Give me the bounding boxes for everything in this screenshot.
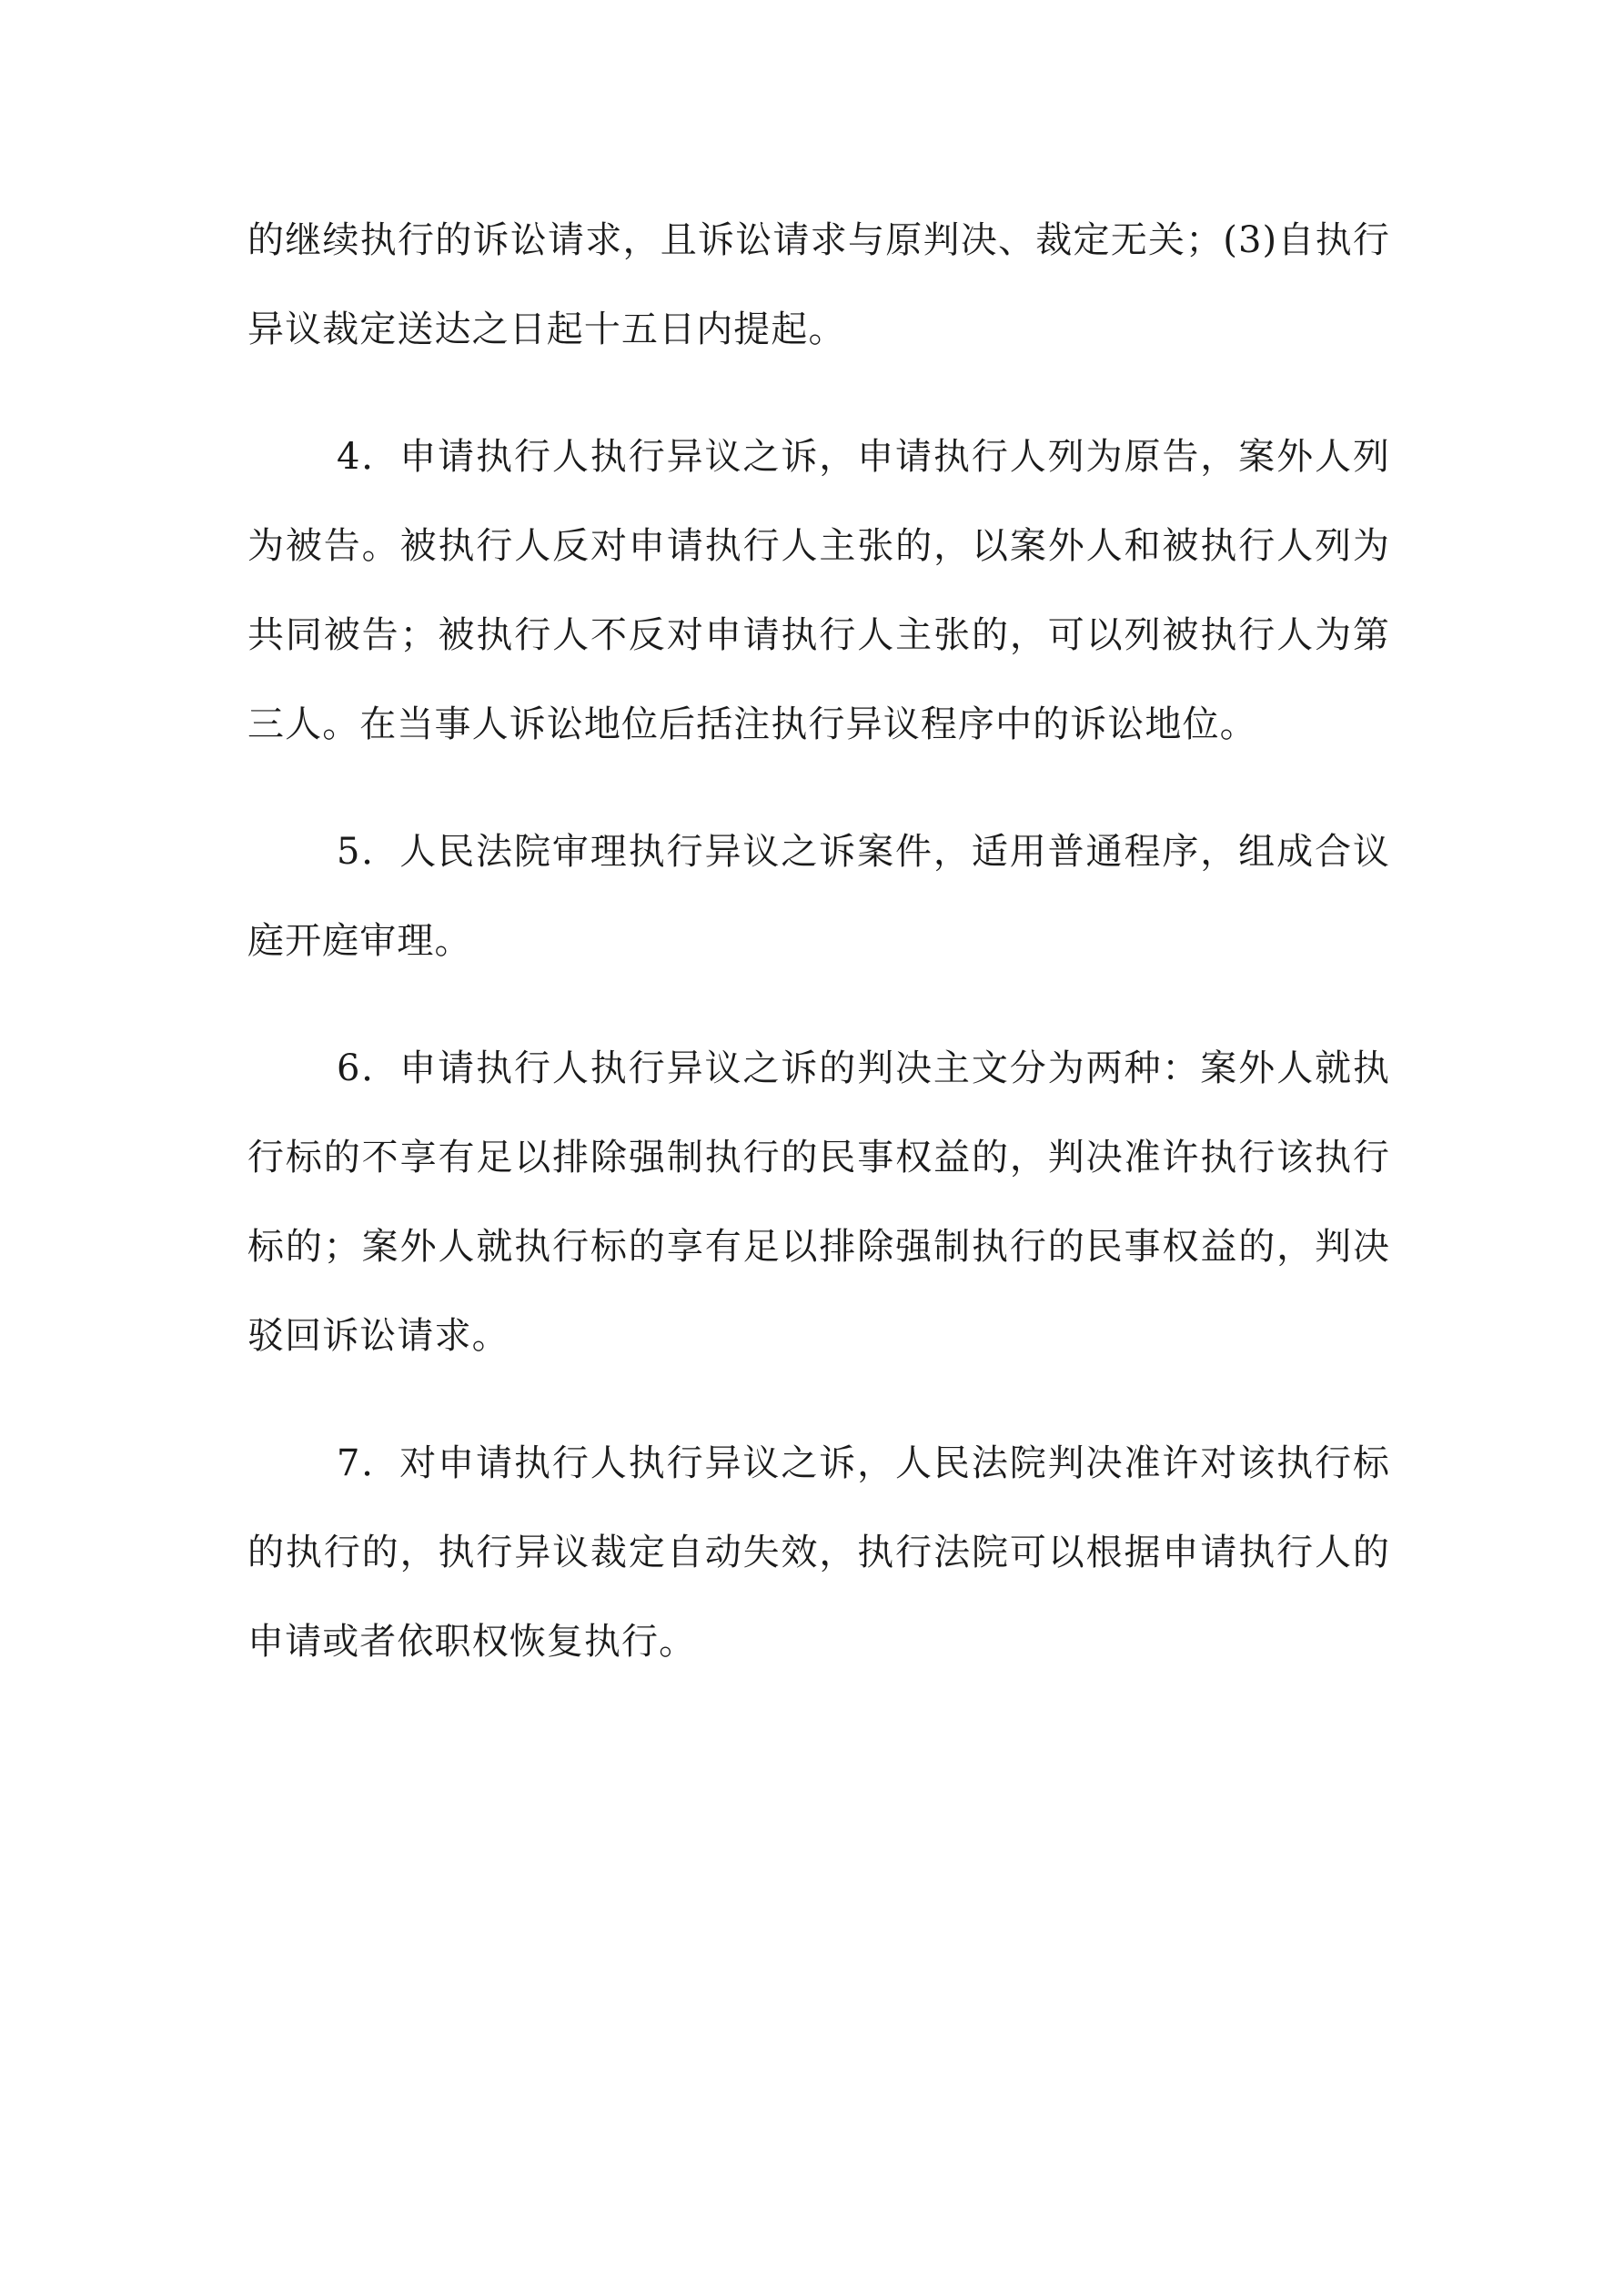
paragraph-item-7: 7．对申请执行人执行异议之诉，人民法院判决准许对该执行标的执行的，执行异议裁定自动失效，执行法院可以根据申请执行人的申请或者依职权恢复执行。 — [247, 1442, 1390, 1663]
paragraph-item-5: 5．人民法院审理执行异议之诉案件，适用普通程序，组成合议庭开庭审理。 — [247, 831, 1390, 962]
paragraph-continuation: 的继续执行的诉讼请求，且诉讼请求与原判决、裁定无关；(3)自执行异议裁定送达之日起十五日内提起。 — [247, 219, 1390, 350]
paragraph-item-4: 4．申请执行人执行异议之诉，申请执行人列为原告，案外人列为被告。被执行人反对申请执行人主张的，以案外人和被执行人列为共同被告；被执行人不反对申请执行人主张的，可以列被执行人为第三人。在当事人诉讼地位后括注执行异议程序中的诉讼地位。 — [247, 436, 1390, 745]
paragraph-item-6: 6．申请执行人执行异议之诉的判决主文分为两种：案外人就执行标的不享有足以排除强制执行的民事权益的，判决准许执行该执行标的；案外人就执行标的享有足以排除强制执行的民事权益的，判决驳回诉讼请求。 — [247, 1047, 1390, 1357]
document-body — [247, 196, 1390, 1725]
